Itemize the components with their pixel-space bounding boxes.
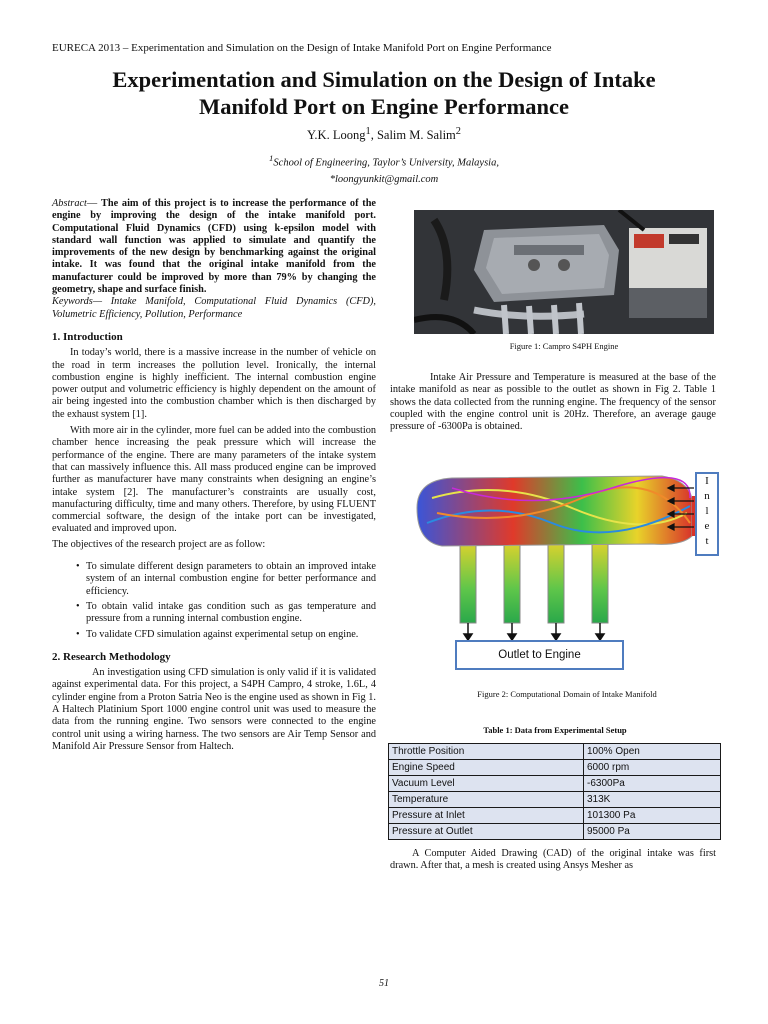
intro-paragraph-2: With more air in the cylinder, more fuel can be added into the combustion chamber hence increasing the peak pressure which will increase the performance of the engine. There are many parameters of the intake system that can massively influence this. All mass produced engine can be improved further as manufacturer have many constraints when designing an engine’s intake system [2]. The manufacturer’s constraints are usually cost, manufacturing difficulty, time and many others. Therefore, by using FLUENT commercial software, the design of the intake port can be investigated, evaluated and improved upon.	[52, 425, 376, 535]
table-cell-label: Pressure at Inlet	[389, 808, 584, 824]
abstract-label: Abstract	[52, 198, 87, 209]
paper-title	[40, 66, 728, 120]
table-1	[388, 743, 721, 840]
affiliation-text: School of Engineering, Taylor’s University, Malaysia,	[273, 157, 499, 169]
right-paragraph-1	[390, 372, 716, 433]
author-2-sup: 2	[455, 126, 461, 137]
affiliation-email: *loongyunkit@gmail.com	[329, 173, 439, 185]
inlet-letter: t	[705, 535, 709, 547]
author-2: Salim M. Salim	[376, 128, 456, 143]
inlet-letter: l	[705, 505, 709, 517]
table-row	[389, 808, 721, 824]
keywords-label: Keywords	[52, 296, 93, 308]
keywords-dash: —	[92, 296, 111, 308]
figure-2-caption: Figure 2: Computational Domain of Intake Manifold	[477, 689, 657, 699]
table-cell-value: 100% Open	[584, 744, 721, 760]
title-line-1: Experimentation and Simulation on the Design of Intake	[112, 67, 656, 92]
table-1-caption: Table 1: Data from Experimental Setup	[483, 725, 627, 735]
table-row	[389, 824, 721, 840]
engine-photo	[414, 210, 714, 334]
keywords-text: Intake Manifold, Computational Fluid Dynamics (CFD), Volumetric Efficiency, Pollution, Performance	[52, 296, 376, 320]
table-row	[389, 776, 721, 792]
inlet-letter: n	[704, 490, 710, 502]
running-head: EURECA 2013 – Experimentation and Simulation on the Design of Intake Manifold Port on Engine Performance	[52, 42, 552, 54]
right-paragraph-2-text: A Computer Aided Drawing (CAD) of the original intake was first drawn. After that, a mesh is created using Ansys Mesher as	[390, 848, 716, 872]
table-cell-label: Vacuum Level	[389, 776, 584, 792]
table-cell-label: Engine Speed	[389, 760, 584, 776]
figure-1-caption: Figure 1: Campro S4PH Engine	[509, 341, 619, 351]
table-cell-value: 95000 Pa	[584, 824, 721, 840]
inlet-letter: I	[705, 475, 709, 487]
table-cell-value: 101300 Pa	[584, 808, 721, 824]
objective-item: • To validate CFD simulation against experimental setup on engine.	[86, 629, 376, 641]
intro-heading: 1. Introduction	[52, 330, 123, 343]
table-row	[389, 744, 721, 760]
data-table	[388, 743, 721, 840]
objective-item: • To obtain valid intake gas condition such as gas temperature and pressure from a running internal combustion engine.	[86, 601, 376, 626]
author-sep: ,	[370, 128, 377, 143]
table-cell-label: Throttle Position	[389, 744, 584, 760]
page-number: 51	[379, 978, 389, 989]
inlet-label-box	[695, 472, 719, 556]
intro-paragraph-1: In today’s world, there is a massive increase in the number of vehicle on the road in term increases the pollution level. Ironically, the internal combustion engine is highly inefficient. The internal combustion engine power output and volumetric efficiency is highly dependent on the amount of air being ingested into the combustion chamber which is then discharged by the exhaust system [1].	[52, 347, 376, 420]
affiliation	[0, 150, 768, 188]
method-heading: 2. Research Methodology	[52, 650, 171, 663]
table-cell-value: 313K	[584, 792, 721, 808]
table-row	[389, 760, 721, 776]
authors	[0, 126, 768, 143]
abstract-dash: —	[86, 198, 101, 209]
table-cell-label: Pressure at Outlet	[389, 824, 584, 840]
outlet-label-box	[455, 640, 624, 670]
author-1-sup: 1	[365, 126, 371, 137]
intro-paragraph-3: The objectives of the research project are as follow:	[52, 538, 266, 550]
author-1: Y.K. Loong	[307, 128, 366, 143]
table-cell-label: Temperature	[389, 792, 584, 808]
objectives-list	[52, 561, 376, 641]
right-paragraph-1-text: Intake Air Pressure and Temperature is measured at the base of the intake manifold as near as possible to the outlet as shown in Fig 2. Table 1 shows the data collected from the running engine. The frequency of the sensor coupled with the engine control unit is 20Hz. Therefore, an average gauge pressure of -6300Pa is obtained.	[390, 372, 716, 433]
affiliation-sup: 1	[269, 153, 274, 163]
engine-photo-art	[414, 210, 714, 334]
left-column	[52, 198, 376, 753]
table-cell-value: 6000 rpm	[584, 760, 721, 776]
table-cell-value: -6300Pa	[584, 776, 721, 792]
title-line-2: Manifold Port on Engine Performance	[199, 94, 569, 119]
abstract	[52, 198, 376, 296]
method-paragraph-1: An investigation using CFD simulation is only valid if it is validated against experimental data. For this project, a S4PH Campro, 4 stroke, 1.6L, 4 cylinder engine from a Proton Satria Neo is the engine used as shown in Fig 1. A Haltech Platinium Sport 1000 engine control unit was used to measure the data from the running engine. Two sensors were connected to the engine control unit using a wiring harness. The two sensors are Air Temp Sensor and Manifold Air Pressure Sensor from Haltech.	[52, 667, 376, 752]
abstract-text: The aim of this project is to increase the performance of the engine by improving the design of the intake manifold port. Computational Fluid Dynamics (CFD) using k-epsilon model with standard wall function was applied to simulate and quantify the improvements of the new design by benchmarking against the original intake. It was found that the original intake manifold from the manufacturer could be improved by more than 79% by changing the geometry, shape and surface finish.	[52, 198, 376, 296]
objective-item: • To simulate different design parameters to obtain an improved intake system of an internal combustion engine for better performance and efficiency.	[86, 561, 376, 598]
keywords	[52, 296, 376, 321]
outlet-label: Outlet to Engine	[498, 649, 581, 661]
inlet-letter: e	[704, 520, 710, 532]
table-row	[389, 792, 721, 808]
right-paragraph-2	[390, 848, 716, 873]
